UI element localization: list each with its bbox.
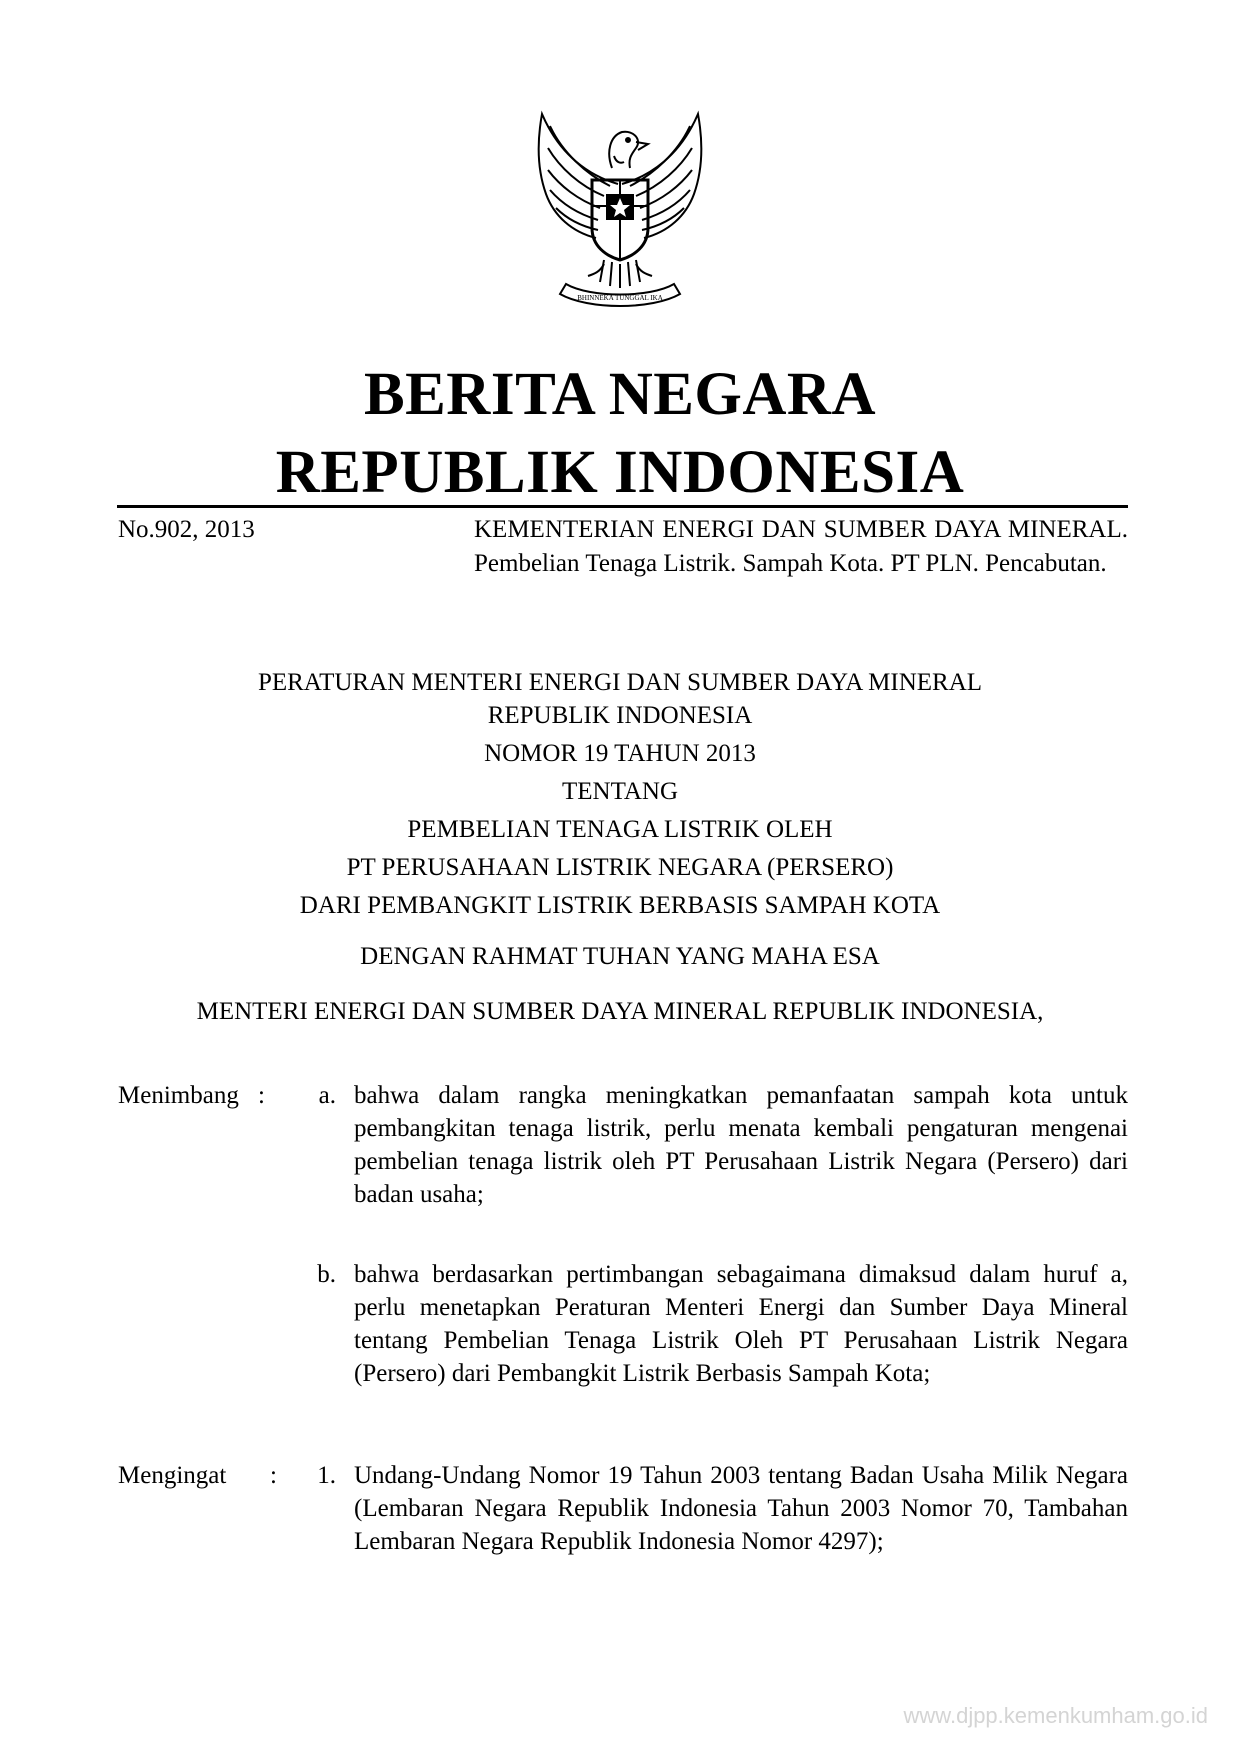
regulation-title-line: PERATURAN MENTERI ENERGI DAN SUMBER DAYA MINERAL (257, 669, 983, 696)
svg-text:BHINNEKA TUNGGAL IKA: BHINNEKA TUNGGAL IKA (577, 294, 663, 302)
menimbang-label: Menimbang (118, 1082, 239, 1109)
mengingat-colon: : (270, 1462, 277, 1489)
preamble-line: DENGAN RAHMAT TUHAN YANG MAHA ESA (360, 943, 880, 970)
gazette-description: KEMENTERIAN ENERGI DAN SUMBER DAYA MINERAL. Pembelian Tenaga Listrik. Sampah Kota. PT PLN. Pencabutan. (474, 516, 1128, 577)
mengingat-item-marker: 1. (317, 1462, 336, 1489)
mengingat-item-text: Undang-Undang Nomor 19 Tahun 2003 tentang Badan Usaha Milik Negara (Lembaran Negara Republik Indonesia Tahun 2003 Nomor 70, Tambahan Lembaran Negara Republik Indonesia Nomor 4297); (354, 1462, 1128, 1555)
regulation-tentang: TENTANG (561, 778, 679, 805)
preamble (0, 940, 1240, 1028)
preamble-line: MENTERI ENERGI DAN SUMBER DAYA MINERAL REPUBLIK INDONESIA, (196, 998, 1044, 1025)
masthead-divider (117, 505, 1128, 508)
menimbang-colon: : (258, 1082, 265, 1109)
menimbang-item-marker: b. (317, 1261, 336, 1288)
gazette-number: No.902, 2013 (118, 516, 255, 543)
menimbang-item-text: bahwa dalam rangka meningkatkan pemanfaatan sampah kota untuk pembangkitan tenaga listrik, perlu menata kembali pengaturan mengenai pembelian tenaga listrik oleh PT Perusahaan Listrik Negara (Persero) dari badan usaha; (354, 1082, 1128, 1208)
regulation-number: NOMOR 19 TAHUN 2013 (484, 740, 756, 767)
menimbang-item-marker: a. (318, 1082, 336, 1109)
masthead-subtitle: REPUBLIK INDONESIA (275, 439, 965, 506)
mengingat-label: Mengingat (118, 1462, 227, 1489)
masthead-title: BERITA NEGARA (363, 361, 877, 428)
regulation-title-line: REPUBLIK INDONESIA (487, 702, 753, 729)
menimbang-item-text: bahwa berdasarkan pertimbangan sebagaimana dimaksud dalam huruf a, perlu menetapkan Peraturan Menteri Energi dan Sumber Daya Mineral tentang Pembelian Tenaga Listrik Oleh PT Perusahaan Listrik Negara (Persero) dari Pembangkit Listrik Berbasis Sampah Kota; (354, 1261, 1128, 1387)
regulation-subject-line: PEMBELIAN TENAGA LISTRIK OLEH (407, 816, 833, 843)
regulation-subject-line: DARI PEMBANGKIT LISTRIK BERBASIS SAMPAH KOTA (299, 892, 941, 919)
source-watermark: www.djpp.kemenkumham.go.id (903, 1703, 1208, 1728)
garuda-pancasila-emblem (520, 96, 720, 314)
regulation-subject-line: PT PERUSAHAAN LISTRIK NEGARA (PERSERO) (346, 854, 894, 881)
regulation-title (0, 666, 1240, 922)
